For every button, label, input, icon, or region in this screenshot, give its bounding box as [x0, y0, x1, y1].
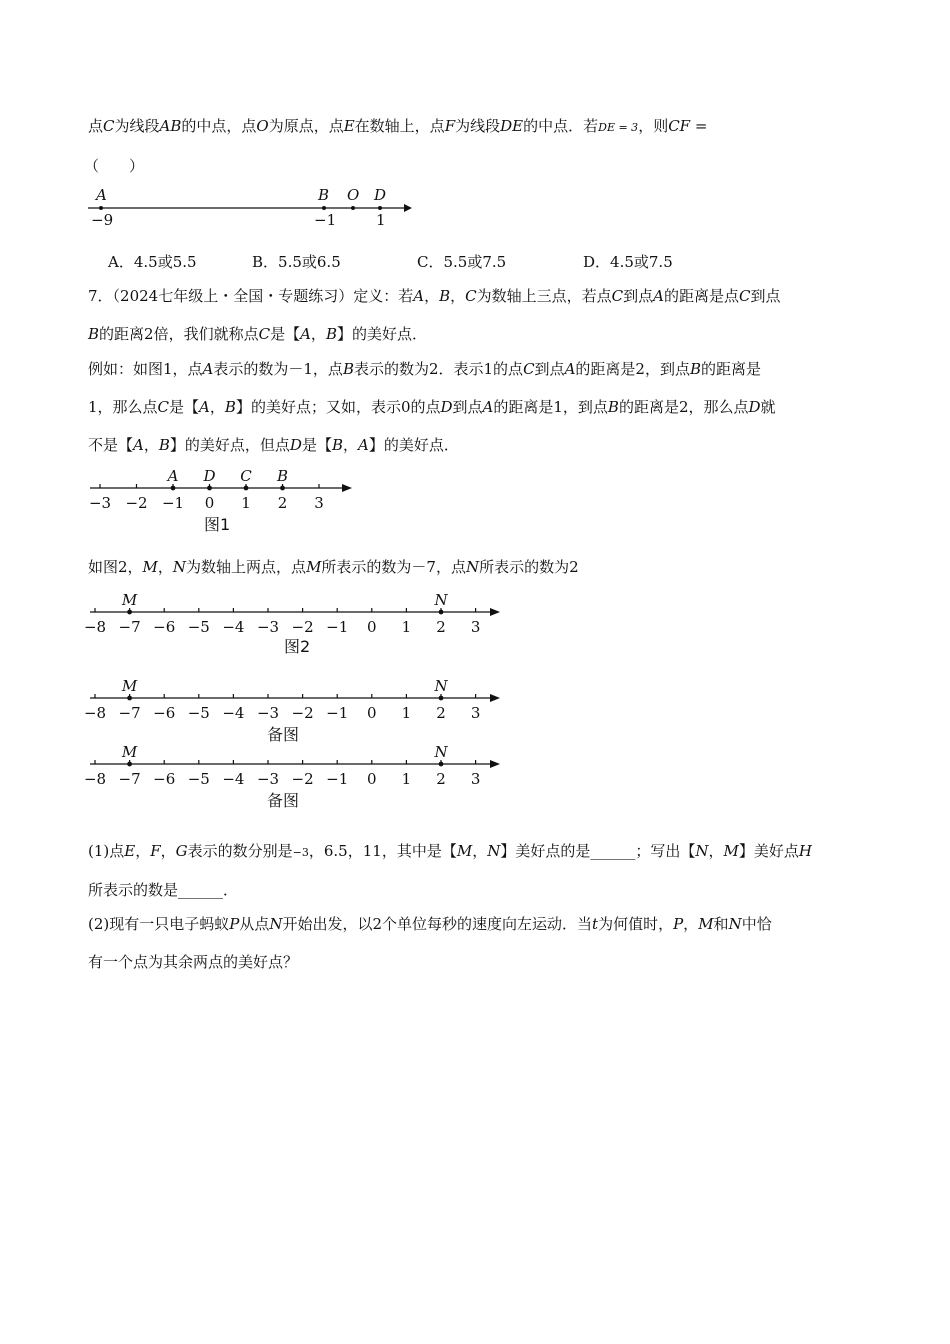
- figure-2-number-line: [83, 588, 516, 660]
- tick-label: −6: [153, 770, 176, 788]
- q6-number-line: [86, 180, 416, 230]
- axis-arrow: [490, 694, 500, 702]
- q7-sub2-line2: 有一个点为其余两点的美好点？: [88, 953, 299, 971]
- tick-label: 0: [367, 704, 377, 722]
- q7-sub2-line1: (2)现有一只电子蚂蚁P从点N开始出发，以2个单位每秒的速度向左运动．当t为何值时，P，M和N中恰: [88, 915, 772, 933]
- tick-label: 3: [470, 704, 481, 722]
- tick-label: −5: [187, 618, 210, 636]
- tick-label: 2: [277, 494, 288, 512]
- tick-label: −2: [291, 704, 314, 722]
- question-source: （2024七年级上・全国・专题练习）: [112, 287, 354, 305]
- q7-sub1-line2: 所表示的数是______．: [88, 881, 239, 899]
- point-M: [127, 610, 132, 615]
- tick-O: [351, 206, 355, 210]
- point-label-B: B: [276, 467, 289, 485]
- axis-arrow: [342, 484, 352, 492]
- point-label-M: M: [121, 591, 138, 609]
- q7-def-line1: 7．（2024七年级上・全国・专题练习）定义：若A，B，C为数轴上三点，若点C到点A的距离是点C到点: [88, 287, 781, 305]
- label-O: O: [347, 186, 360, 204]
- tick-label: −7: [118, 770, 141, 788]
- figure-2-caption: 图2: [284, 637, 311, 656]
- tick-label: 2: [436, 770, 446, 788]
- tick-label: −4: [222, 618, 245, 636]
- tick-label: −3: [256, 618, 280, 636]
- tick-A: [99, 206, 103, 210]
- tick-label: 3: [314, 494, 324, 512]
- point-D: [207, 486, 212, 491]
- figure-1-caption: 图1: [204, 515, 231, 534]
- tick-label: 1: [241, 494, 251, 512]
- tick-label: −7: [118, 618, 141, 636]
- point-label-N: N: [434, 677, 448, 695]
- q6-option-d: D．4.5或7.5: [583, 253, 673, 271]
- tick-B: [322, 206, 326, 210]
- tick-label: −5: [187, 704, 210, 722]
- point-label-N: N: [434, 743, 448, 761]
- tick-label: 2: [436, 704, 446, 722]
- label-D: D: [374, 186, 387, 204]
- spare-figure-2-number-line: [83, 740, 516, 812]
- tick-label: −5: [187, 770, 210, 788]
- point-label-M: M: [121, 743, 138, 761]
- tick-label: −8: [83, 704, 107, 722]
- figure-1-number-line: [86, 466, 366, 536]
- tick-label: −8: [83, 770, 107, 788]
- point-label-M: M: [121, 677, 138, 695]
- tick-label: −4: [222, 770, 245, 788]
- point-label-N: N: [434, 591, 448, 609]
- point-N: [439, 696, 444, 701]
- tick-D: [378, 206, 382, 210]
- q7-example-line3: 不是【A，B】的美好点，但点D是【B，A】的美好点．: [88, 436, 459, 454]
- q7-sub1-line1: (1)点E，F，G表示的数分别是−3，6.5，11，其中是【M，N】美好点的是______；写出【N，M】美好点H: [88, 842, 812, 860]
- point-label-D: D: [203, 467, 216, 485]
- point-label-C: C: [240, 467, 252, 485]
- tick-label: −8: [83, 618, 107, 636]
- point-N: [439, 762, 444, 767]
- question-number: 7．: [88, 287, 113, 305]
- tick-label: 1: [401, 618, 412, 636]
- q6-option-b: B．5.5或6.5: [252, 253, 341, 271]
- axis-arrow: [404, 204, 412, 212]
- tick-label: −2: [291, 770, 314, 788]
- q6-answer-paren: （ ）: [84, 157, 145, 175]
- spare-figure-2-caption: 备图: [267, 791, 300, 810]
- tick-label: 2: [436, 618, 446, 636]
- point-M: [127, 696, 132, 701]
- tick-label: 3: [470, 770, 481, 788]
- tick-label: 1: [401, 704, 412, 722]
- label-B: B: [318, 186, 330, 204]
- tick-label: 1: [401, 770, 412, 788]
- q7-example-line1: 例如：如图1，点A表示的数为－1，点B表示的数为2．表示1的点C到点A的距离是2，到点B的距离是: [88, 360, 761, 378]
- tick-label: −3: [256, 770, 280, 788]
- spare-figure-1-number-line: [83, 674, 516, 746]
- tick-label: −1: [326, 618, 349, 636]
- point-N: [439, 610, 444, 615]
- q7-example-line2: 1，那么点C是【A，B】的美好点；又如，表示0的点D到点A的距离是1，到点B的距离是2，那么点D就: [88, 398, 776, 416]
- label-A: A: [96, 186, 107, 204]
- point-M: [127, 762, 132, 767]
- q6-option-c: C．5.5或7.5: [417, 253, 507, 271]
- q6-option-a: A．4.5或5.5: [108, 253, 197, 271]
- value-D: 1: [376, 211, 386, 229]
- tick-label: −1: [326, 704, 349, 722]
- tick-label: −6: [153, 704, 176, 722]
- tick-label: −3: [88, 494, 112, 512]
- tick-label: −3: [256, 704, 280, 722]
- axis-arrow: [490, 608, 500, 616]
- tick-label: −1: [161, 494, 185, 512]
- tick-label: 0: [367, 770, 377, 788]
- value-A: −9: [91, 211, 114, 229]
- axis-arrow: [490, 760, 500, 768]
- tick-label: −6: [153, 618, 176, 636]
- q7-def-line2: B的距离2倍，我们就称点C是【A，B】的美好点．: [88, 325, 427, 343]
- tick-label: 0: [204, 494, 215, 512]
- tick-label: −1: [326, 770, 349, 788]
- value-B: −1: [314, 211, 337, 229]
- tick-label: −2: [125, 494, 148, 512]
- tick-label: −4: [222, 704, 245, 722]
- q6-line1: 点C为线段AB的中点，点O为原点，点E在数轴上，点F为线段DE的中点．若DE = 3，则CF =: [88, 117, 708, 135]
- tick-label: 0: [367, 618, 377, 636]
- point-C: [244, 486, 249, 491]
- tick-label: −2: [291, 618, 314, 636]
- tick-label: 3: [470, 618, 481, 636]
- tick-label: −7: [118, 704, 141, 722]
- point-A: [171, 486, 176, 491]
- point-label-A: A: [167, 467, 179, 485]
- q7-fig2-intro: 如图2，M，N为数轴上两点，点M所表示的数为－7，点N所表示的数为2: [88, 558, 579, 576]
- spare-figure-1-caption: 备图: [267, 725, 300, 744]
- point-B: [280, 486, 285, 491]
